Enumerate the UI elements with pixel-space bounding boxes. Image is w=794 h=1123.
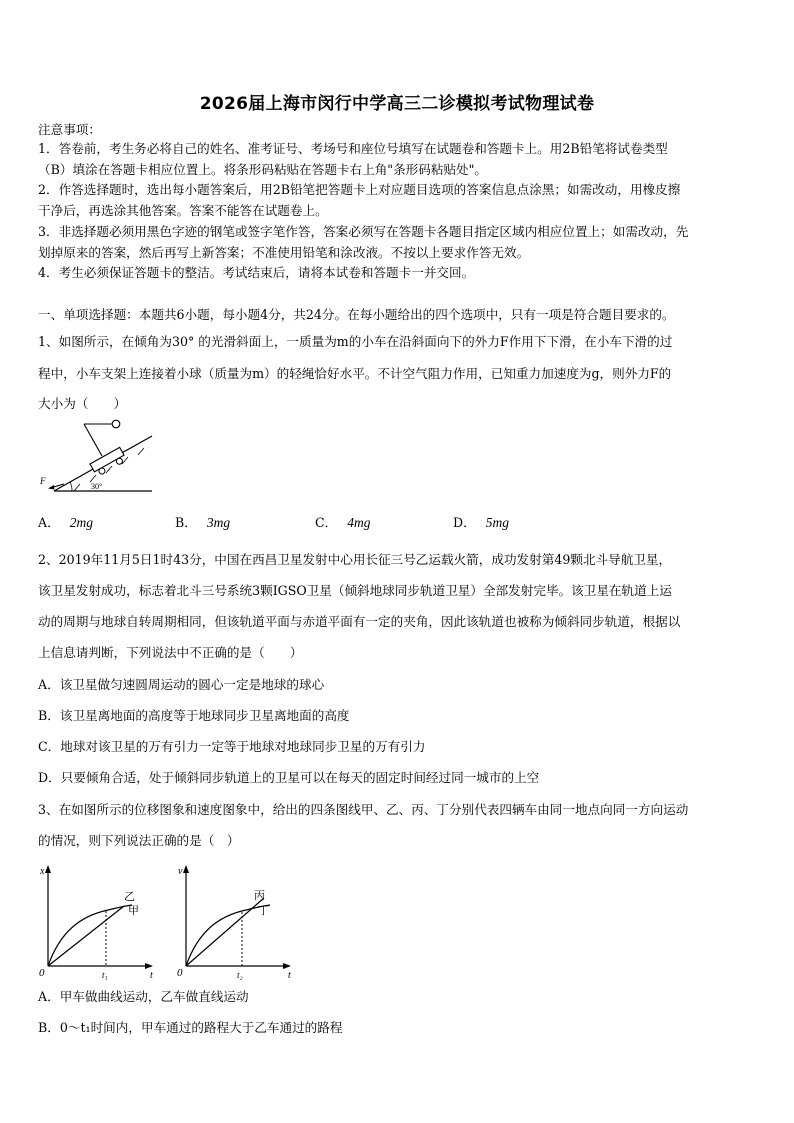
q2-option-c[interactable]: C．地球对该卫星的万有引力一定等于地球对地球同步卫星的万有引力 (38, 739, 426, 754)
q1-stem-line: 1、如图所示，在倾角为30° 的光滑斜面上，一质量为m的小车在沿斜面向下的外力F作用下下滑，在小车下滑的过 (38, 334, 673, 349)
page-title: 2026届上海市闵行中学高三二诊模拟考试物理试卷 (199, 94, 595, 114)
q3-velocity-graph (174, 862, 296, 980)
q3-option-a[interactable]: A．甲车做曲线运动，乙车做直线运动 (38, 989, 249, 1004)
q1-option-a[interactable]: A． 2mg (38, 515, 93, 530)
q1-incline-figure (36, 418, 160, 494)
notice-line: 3．非选择题必须用黑色字迹的钢笔或签字笔作答，答案必须写在答题卡各题目指定区域内相应位置上；如需改动，先 (38, 224, 689, 239)
section-heading: 一、单项选择题：本题共6小题，每小题4分，共24分。在每小题给出的四个选项中，只有一项是符合题目要求的。 (38, 307, 675, 322)
notice-line: 4．考生必须保证答题卡的整洁。考试结束后，请将本试卷和答题卡一并交回。 (38, 265, 475, 280)
q3-option-b[interactable]: B．0～t₁时间内，甲车通过的路程大于乙车通过的路程 (38, 1020, 343, 1035)
graph2-curve-label: 丁 (258, 905, 269, 917)
q3-displacement-graph (36, 862, 158, 980)
q2-stem-line: 动的周期与地球自转周期相同，但该轨道平面与赤道平面有一定的夹角，因此该轨道也被称为倾斜同步轨道，根据以 (38, 614, 681, 629)
q3-stem-line: 的情况，则下列说法正确的是（ ） (38, 833, 240, 848)
graph2-x-axis-label: t (288, 970, 291, 980)
notice-line: 2．作答选择题时，选出每小题答案后，用2B铅笔把答题卡上对应题目选项的答案信息点涂黑；如需改动，用橡皮擦 (38, 182, 681, 197)
graph1-curve-label: 甲 (128, 905, 139, 917)
q1-option-d[interactable]: D． 5mg (453, 515, 509, 530)
graph1-x-axis-label: t (150, 970, 153, 980)
graph1-origin-label: 0 (39, 967, 45, 979)
notice-line: 划掉原来的答案，然后再写上新答案；不准使用铅笔和涂改液。不按以上要求作答无效。 (38, 245, 530, 260)
q3-stem-line: 3、在如图所示的位移图象和速度图象中，给出的四条图线甲、乙、丙、丁分别代表四辆车由同一地点向同一方向运动 (38, 802, 689, 817)
graph1-y-axis-label: x (40, 866, 45, 877)
graph2-curve-label: 丙 (254, 890, 265, 902)
notice-heading: 注意事项： (38, 122, 101, 137)
graph2-tick-label: t₂ (237, 970, 243, 980)
graph2-origin-label: 0 (177, 967, 183, 979)
q2-option-a[interactable]: A．该卫星做匀速圆周运动的圆心一定是地球的球心 (38, 677, 325, 692)
graph1-curve-label: 乙 (124, 891, 135, 903)
notice-line: 干净后，再选涂其他答案。答案不能答在试题卷上。 (38, 203, 328, 218)
q1-stem-line: 大小为（ ） (38, 396, 127, 411)
q1-force-label: F (40, 476, 46, 486)
q2-stem-line: 该卫星发射成功，标志着北斗三号系统3颗IGSO卫星（倾斜地球同步轨道卫星）全部发射完毕。该卫星在轨道上运 (38, 583, 672, 598)
graph2-y-axis-label: v (178, 866, 183, 877)
q1-option-c[interactable]: C． 4mg (315, 515, 371, 530)
q1-stem-line: 程中，小车支架上连接着小球（质量为m）的轻绳恰好水平。不计空气阻力作用，已知重力加速度为g，则外力F的 (38, 366, 672, 381)
q2-option-b[interactable]: B．该卫星离地面的高度等于地球同步卫星离地面的高度 (38, 708, 350, 723)
q2-stem-line: 2、2019年11月5日1时43分，中国在西昌卫星发射中心用长征三号乙运载火箭，成功发射第49颗北斗导航卫星， (38, 552, 672, 567)
notice-line: （B）填涂在答题卡相应位置上。将条形码粘贴在答题卡右上角"条形码粘贴处"。 (38, 162, 488, 177)
notice-line: 1．答卷前，考生务必将自己的姓名、准考证号、考场号和座位号填写在试题卷和答题卡上。用2B铅笔将试卷类型 (38, 141, 668, 156)
q2-stem-line: 上信息请判断，下列说法中不正确的是（ ） (38, 645, 303, 660)
q2-option-d[interactable]: D．只要倾角合适，处于倾斜同步轨道上的卫星可以在每天的固定时间经过同一城市的上空 (38, 770, 540, 785)
q1-angle-label: 30° (91, 482, 103, 491)
q1-option-b[interactable]: B． 3mg (175, 515, 231, 530)
graph1-tick-label: t₁ (102, 970, 108, 980)
